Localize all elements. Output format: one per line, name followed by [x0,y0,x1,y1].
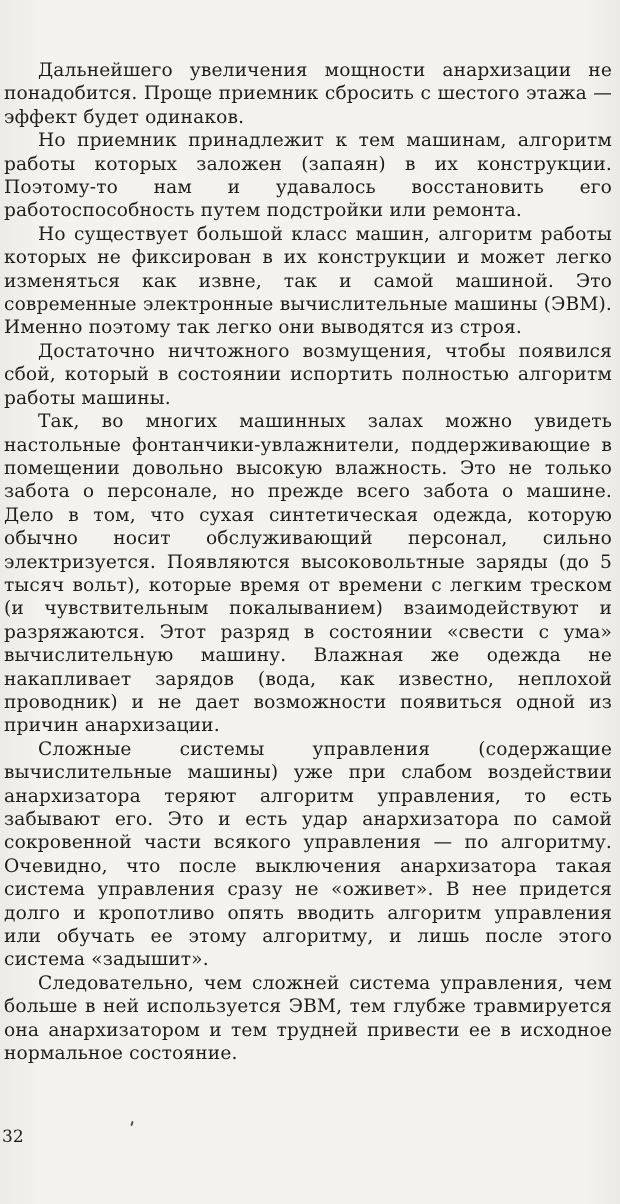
page-number: 32 [2,1127,24,1147]
paragraph-1: Дальнейшего увеличения мощности анархизации не понадобится. Проще приемник сбросить с шестого этажа — эффект будет одинаков. [4,60,612,128]
ink-speck [130,1121,133,1126]
paragraph-6: Сложные системы управления (содержащие вычислительные машины) уже при слабом воздействии анархизатора теряют алгоритм управления, то есть забывают его. Это и есть удар анархизатора по самой сокровенной части всякого управления — по алгоритму. Очевидно, что после выключения анархизатора такая система управления сразу не «оживет». В нее придется долго и кропотливо опять вводить алгоритм управления или обучать ее этому алгоритму, и лишь после этого система «задышит». [4,738,612,971]
paragraph-3: Но существует большой класс машин, алгоритм работы которых не фиксирован в их конструкции и может легко изменяться как извне, так и самой машиной. Это современные электронные вычислительные машины (ЭВМ). Именно поэтому так легко они выводятся из строя. [4,223,612,339]
body-text [4,59,612,1065]
paragraph-4: Достаточно ничтожного возмущения, чтобы появился сбой, который в состоянии испортить полностью алгоритм работы машины. [4,340,612,409]
paragraph-5: Так, во многих машинных залах можно увидеть настольные фонтанчики-увлажнители, поддерживающие в помещении довольно высокую влажность. Это не только забота о персонале, но прежде всего забота о машине. Дело в том, что сухая синтетическая одежда, которую обычно носит обслуживающий персонал, сильно электризуется. Появляются высоковольтные заряды (до 5 тысяч вольт), которые время от времени с легким треском (и чувствительным покалыванием) взаимодействуют и разряжаются. Этот разряд в состоянии «свести с ума» вычислительную машину. Влажная же одежда не накапливает зарядов (вода, как известно, неплохой проводник) и не дает возможности появиться одной из причин анархизации. [4,411,612,737]
paragraph-7: Следовательно, чем сложней система управления, чем больше в ней используется ЭВМ, тем глубже травмируется она анархизатором и тем трудней привести ее в исходное нормальное состояние. [4,972,612,1065]
paragraph-2: Но приемник принадлежит к тем машинам, алгоритм работы которых заложен (запаян) в их конструкции. Поэтому-то нам и удавалось восстановить его работоспособность путем подстройки или ремонта. [4,130,612,222]
